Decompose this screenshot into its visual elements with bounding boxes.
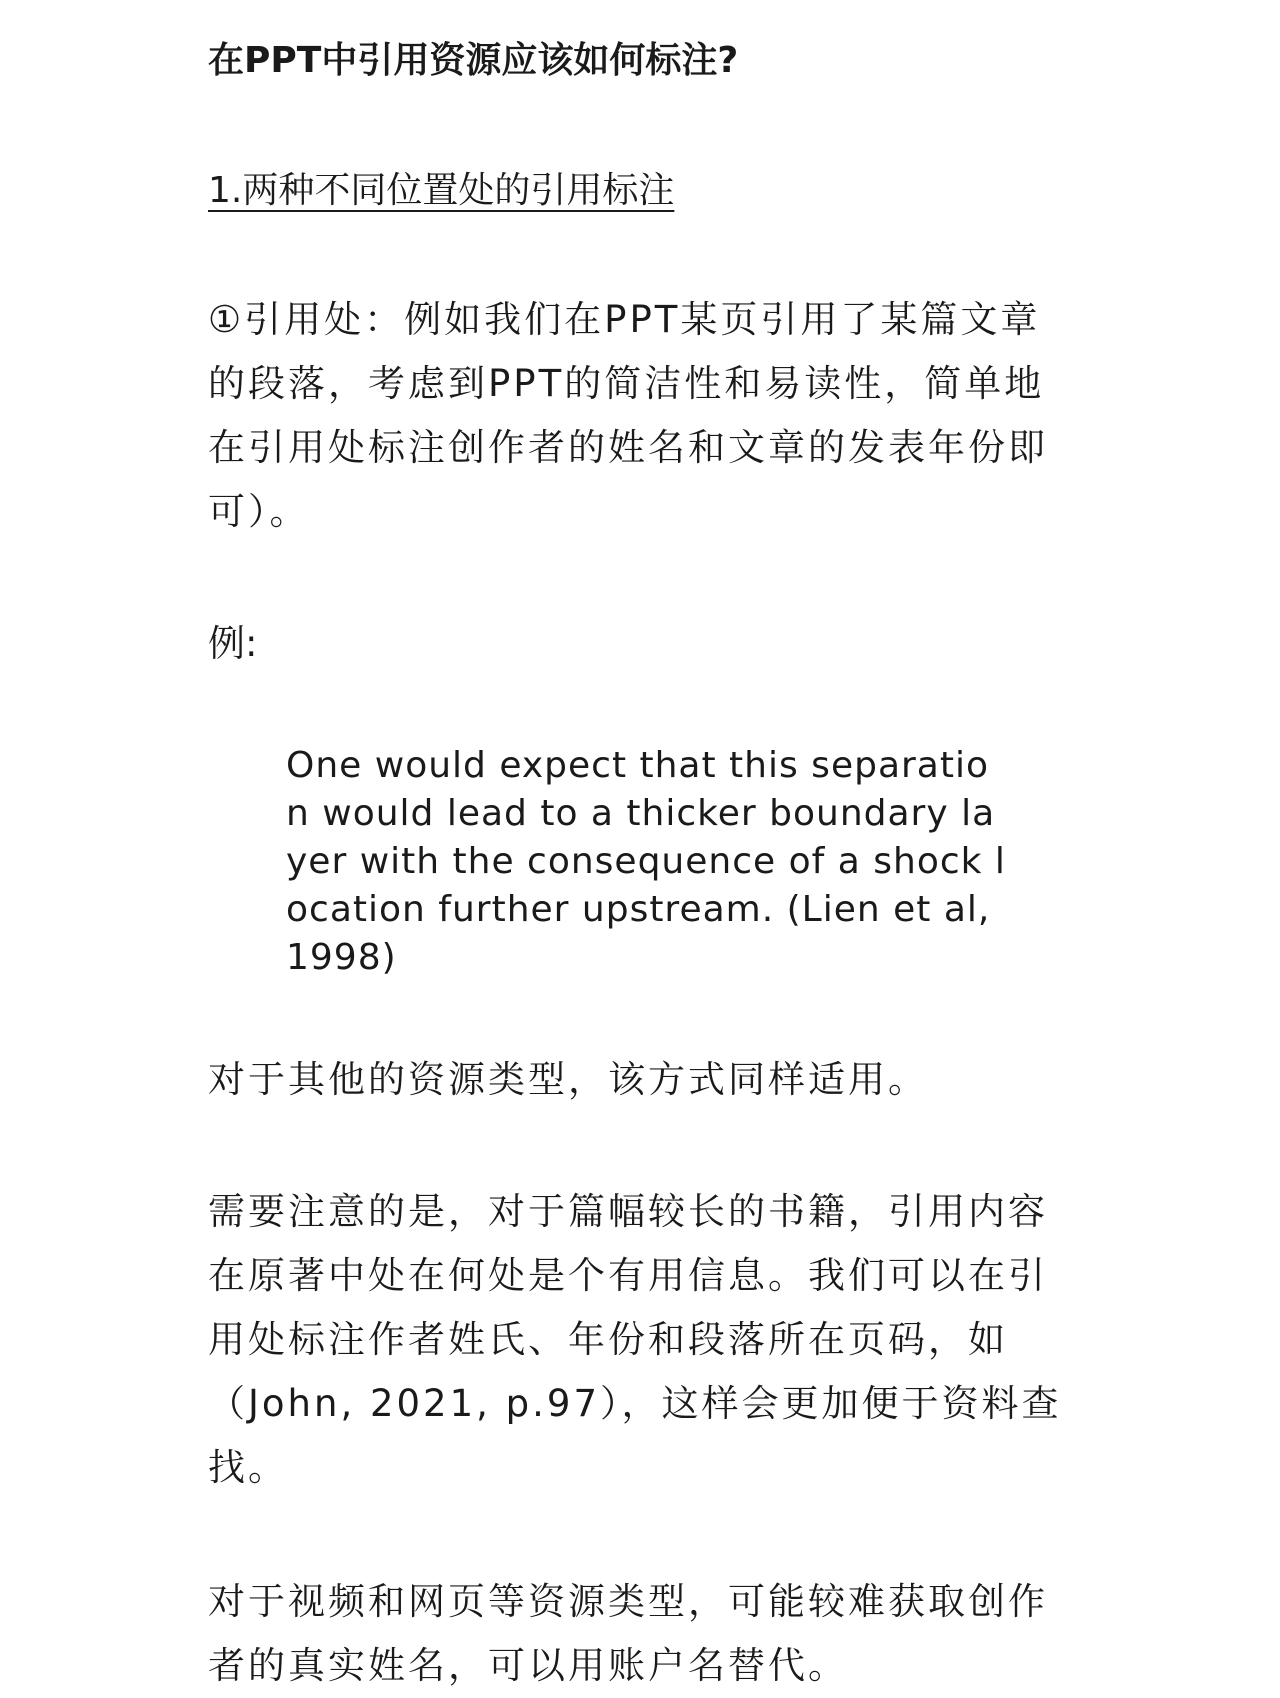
example-label: 例: <box>208 622 258 665</box>
paragraph-citation-location: ①引用处：例如我们在PPT某页引用了某篇文章的段落，考虑到PPT的简洁性和易读性，简单地在引用处标注创作者的姓名和文章的发表年份即可）。 <box>208 298 1048 533</box>
page-title: 在PPT中引用资源应该如何标注? <box>208 40 739 81</box>
paragraph-long-books: 需要注意的是，对于篇幅较长的书籍，引用内容在原著中处在何处是个有用信息。我们可以在引用处标注作者姓氏、年份和段落所在页码，如（John, 2021, p.97），这样会更加便于资料查找。 <box>208 1190 1062 1489</box>
section-heading: 1.两种不同位置处的引用标注 <box>208 170 675 211</box>
paragraph-other-resources: 对于其他的资源类型，该方式同样适用。 <box>208 1058 928 1101</box>
quote-block: One would expect that this separation would lead to a thicker boundary layer with the consequence of a shock location further upstream. (Lien et al, 1998) <box>286 745 1006 978</box>
paragraph-video-web: 对于视频和网页等资源类型，可能较难获取创作者的真实姓名，可以用账户名替代。 <box>208 1580 1048 1687</box>
